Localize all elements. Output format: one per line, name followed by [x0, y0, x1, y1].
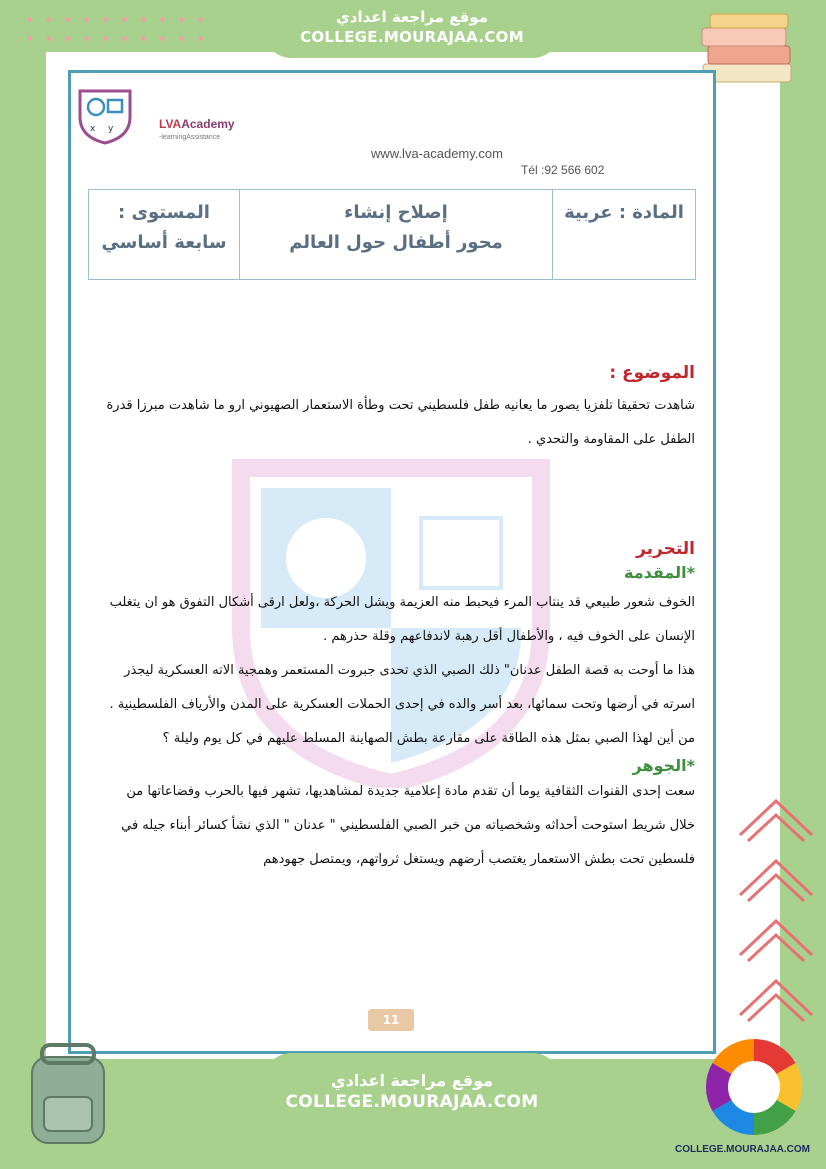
body-heading: *الجوهر	[632, 756, 695, 775]
svg-text:x: x	[90, 124, 96, 134]
decorative-dots	[20, 10, 210, 50]
banner-arabic: موقع مراجعة اعدادي	[330, 1071, 494, 1090]
school-bag-icon	[18, 1039, 118, 1149]
topic-text: شاهدت تحقيقا تلفزيا يصور ما يعانيه طفل فلسطيني تحت وطأة الاستعمار الصهيوني ارو ما شاهدت مبرزا قدرة الطفل على المقاومة والتحدي .	[106, 398, 695, 447]
level-cell: المستوى : سابعة أساسي	[89, 190, 240, 280]
brand-academy: Academy	[181, 117, 235, 131]
bottom-banner	[262, 1053, 562, 1131]
lesson-axis: محور أطفال حول العالم	[289, 232, 503, 253]
info-table	[88, 189, 696, 280]
document-page	[68, 70, 716, 1054]
lesson-title: إصلاح إنشاء	[344, 202, 448, 223]
wheel-caption: COLLEGE.MOURAJAA.COM	[675, 1144, 810, 1155]
website-link[interactable]: www.lva-academy.com	[371, 146, 503, 161]
brand-name	[159, 115, 235, 141]
body-paragraph-1: سعت إحدى القنوات الثقافية يوما أن تقدم مادة إعلامية جديدة لمشاهديها، تشهر فيها بالحرب وفضاعاتها من خلال شريط استوحت أحداثه وشخصياته من خبر الصبي الفلسطيني " عدنان " الذي نشأ كسائر أبناء جيله في فلسطين تحت بطش الاستعمار يغتصب أرضهم ويستغل ثرواتهم، ويمتصل جهودهم	[121, 784, 695, 867]
lesson-cell	[240, 190, 553, 280]
banner-url[interactable]: COLLEGE.MOURAJAA.COM	[300, 28, 524, 46]
banner-url[interactable]: COLLEGE.MOURAJAA.COM	[285, 1092, 539, 1112]
topic-heading: الموضوع :	[609, 363, 695, 383]
lva-academy-logo-icon	[76, 87, 134, 145]
writing-heading: التحرير	[636, 539, 695, 559]
telephone: Tél :92 566 602	[521, 163, 605, 177]
svg-text:y: y	[108, 124, 114, 134]
top-banner	[262, 0, 562, 58]
intro-paragraph-2: هذا ما أوحت به قصة الطفل عدنان" ذلك الصبي الذي تحدى جبروت المستعمر وهمجية الاته العسكرية ليجذر اسرته في أرضها وتحت سمائها، بعد أسر والده في إحدى الحملات العسكرية على المدن والأرياف الفلسطينية .	[109, 663, 695, 712]
subject-cell: المادة : عربية	[553, 190, 696, 280]
intro-paragraph-1: الخوف شعور طبيعي قد ينتاب المرء فيحبط منه العزيمة ويشل الحركة ،ولعل ارقى أشكال التفوق هو ان يتغلب الإنسان على الخوف فيه ، والأطفال أقل رهبة لاندفاعهم وقلة حذرهم .	[109, 595, 695, 644]
intro-heading: *المقدمة	[624, 563, 695, 582]
chevrons-decoration-icon	[732, 795, 820, 1035]
intro-paragraph-3: من أين لهذا الصبي بمثل هذه الطاقة على مقارعة بطش الصهاينة المسلط عليهم في كل يوم وليلة ؟	[162, 731, 695, 746]
page-number: 11	[368, 1009, 414, 1031]
essay-content	[99, 363, 695, 877]
brand-lva: LVA	[159, 117, 182, 131]
frame-left	[0, 0, 46, 1169]
subjects-wheel-icon	[704, 1037, 804, 1137]
banner-arabic: موقع مراجعة اعدادي	[336, 8, 488, 26]
brand-tagline: -learningAssistance	[159, 134, 221, 141]
